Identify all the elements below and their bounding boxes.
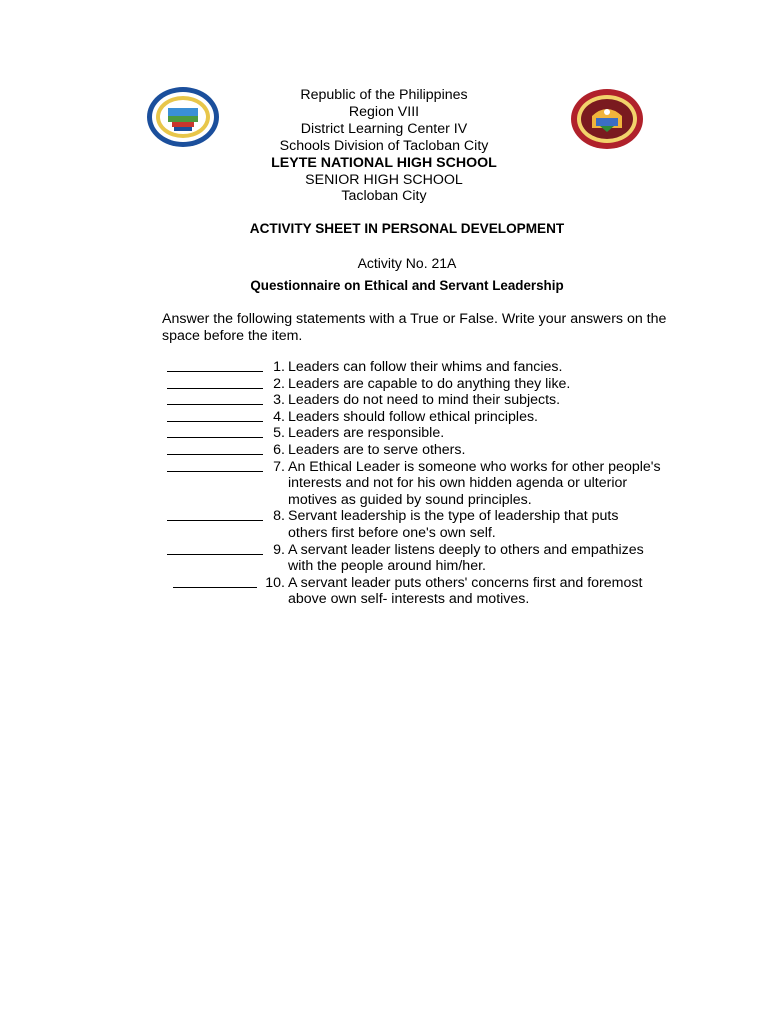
answer-blank[interactable]	[173, 575, 257, 588]
list-item	[167, 376, 727, 393]
header-city: Tacloban City	[341, 188, 427, 205]
item-text: Servant leadership is the type of leadership that puts others first before one's own self.	[288, 508, 619, 541]
item-number: 4.	[273, 408, 285, 425]
list-item	[167, 359, 727, 376]
item-text: Leaders can follow their whims and fancies.	[288, 359, 563, 375]
item-number: 8.	[273, 508, 285, 525]
school-header	[0, 87, 768, 205]
item-text: Leaders are capable to do anything they like.	[288, 375, 571, 392]
list-item	[167, 575, 727, 608]
header-senior-high: SENIOR HIGH SCHOOL	[305, 171, 463, 188]
item-number: 6.	[273, 441, 285, 458]
list-item	[167, 459, 727, 509]
answer-blank[interactable]	[167, 409, 263, 422]
sheet-title: ACTIVITY SHEET IN PERSONAL DEVELOPMENT	[249, 221, 565, 236]
header-division: Schools Division of Tacloban City	[279, 137, 489, 154]
item-text: Leaders are responsible.	[288, 425, 445, 442]
item-text: Leaders are to serve others.	[288, 441, 466, 458]
question-list	[167, 359, 727, 608]
item-number: 2.	[273, 375, 285, 392]
item-text: Leaders do not need to mind their subjects.	[288, 392, 561, 409]
list-item	[167, 392, 727, 409]
list-item	[167, 542, 727, 575]
answer-blank[interactable]	[167, 359, 263, 372]
item-text: Leaders should follow ethical principles.	[288, 408, 538, 425]
item-text: An Ethical Leader is someone who works for other people's interests and not for his own hidden agenda or ulterior motives as guided by sound principles.	[288, 458, 661, 508]
item-number: 1.	[273, 359, 285, 375]
list-item	[167, 425, 727, 442]
header-republic: Republic of the Philippines	[300, 87, 468, 103]
header-region: Region VIII	[348, 103, 420, 120]
answer-blank[interactable]	[167, 459, 263, 472]
item-number: 10.	[265, 574, 285, 591]
list-item	[167, 442, 727, 459]
item-text: A servant leader puts others' concerns first and foremost above own self- interests and motives.	[288, 574, 643, 608]
answer-blank[interactable]	[167, 542, 263, 555]
header-district: District Learning Center IV	[300, 120, 468, 137]
item-number: 7.	[273, 458, 285, 475]
item-number: 5.	[273, 425, 285, 442]
activity-title: Questionnaire on Ethical and Servant Leadership	[250, 278, 564, 293]
answer-blank[interactable]	[167, 392, 263, 405]
item-number: 3.	[273, 392, 285, 409]
list-item	[167, 508, 727, 541]
item-text: A servant leader listens deeply to others and empathizes with the people around him/her.	[288, 541, 644, 575]
list-item	[167, 409, 727, 426]
instructions: Answer the following statements with a True or False. Write your answers on the space before the item.	[162, 311, 667, 344]
answer-blank[interactable]	[167, 376, 263, 389]
item-number: 9.	[273, 541, 285, 558]
answer-blank[interactable]	[167, 425, 263, 438]
answer-blank[interactable]	[167, 442, 263, 455]
activity-number: Activity No. 21A	[357, 255, 457, 271]
header-school-name: LEYTE NATIONAL HIGH SCHOOL	[271, 154, 497, 171]
answer-blank[interactable]	[167, 508, 263, 521]
